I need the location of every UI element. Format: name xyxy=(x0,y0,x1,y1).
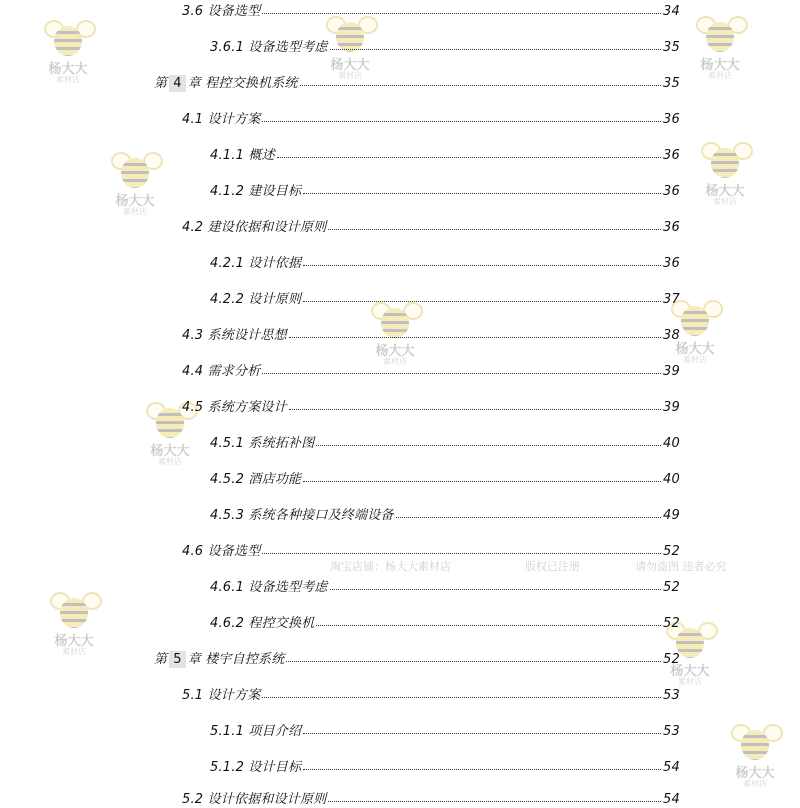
dot-leader xyxy=(330,49,661,50)
toc-entry-label: 4.6.2 程控交换机 xyxy=(210,616,315,631)
watermark-logo: 杨大大 素材店 xyxy=(140,400,200,470)
toc-page-number: 36 xyxy=(663,184,680,199)
chapter-number: 5 xyxy=(169,651,185,668)
watermark-banner-warning: 请勿盗图 违者必究 xyxy=(635,560,727,573)
toc-page-number: 54 xyxy=(663,792,680,807)
toc-entry-4-6-2[interactable] xyxy=(210,612,680,632)
toc-entry-5-1[interactable] xyxy=(182,684,680,704)
dot-leader xyxy=(289,337,661,338)
dot-leader xyxy=(316,625,661,626)
toc-entry-5-1-2[interactable] xyxy=(210,756,680,776)
toc-entry-label: 4.6.1 设备选型考虑 xyxy=(210,580,328,595)
toc-entry-4-3[interactable] xyxy=(182,324,680,344)
watermark-logo: 杨大大 素材店 xyxy=(38,18,98,88)
toc-entry-label: 5.1.2 设计目标 xyxy=(210,760,302,775)
chapter-title: 章 程控交换机系统 xyxy=(187,76,298,91)
dot-leader xyxy=(262,13,661,14)
toc-entry-4-5-1[interactable] xyxy=(210,432,680,452)
toc-entry-chapter-4[interactable] xyxy=(154,72,680,92)
dot-leader xyxy=(316,445,661,446)
toc-entry-label: 5.1.1 项目介绍 xyxy=(210,724,302,739)
watermark-logo: 杨大大 素材店 xyxy=(690,14,750,84)
chapter-prefix: 第 xyxy=(154,76,168,91)
toc-page-number: 53 xyxy=(663,724,680,739)
dot-leader xyxy=(289,409,661,410)
watermark-logo: 杨大大 素材店 xyxy=(365,300,425,370)
toc-entry-label: 4.1.1 概述 xyxy=(210,148,275,163)
toc-entry-label: 4.1.2 建设目标 xyxy=(210,184,302,199)
bee-icon xyxy=(711,148,739,178)
toc-entry-4-6-1[interactable] xyxy=(210,576,680,596)
toc-page-number: 52 xyxy=(663,652,680,667)
toc-page-number: 36 xyxy=(663,220,680,235)
toc-page-number: 35 xyxy=(663,76,680,91)
bee-icon xyxy=(54,26,82,56)
toc-entry-4-5[interactable] xyxy=(182,396,680,416)
toc-page-number: 36 xyxy=(663,148,680,163)
toc-entry-label: 4.4 需求分析 xyxy=(182,364,261,379)
watermark-logo: 杨大大 素材店 xyxy=(44,590,104,660)
toc-page-number: 52 xyxy=(663,616,680,631)
watermark-banner-copyright: 版权已注册 xyxy=(525,560,580,573)
toc-entry-label: 4.2.2 设计原则 xyxy=(210,292,302,307)
toc-entry-5-2[interactable] xyxy=(182,788,680,808)
toc-entry-label: 3.6.1 设备选型考虑 xyxy=(210,40,328,55)
toc-page-number: 52 xyxy=(663,580,680,595)
watermark-logo: 杨大大 素材店 xyxy=(105,150,165,220)
toc-page-number: 40 xyxy=(663,472,680,487)
dot-leader xyxy=(262,373,661,374)
dot-leader xyxy=(303,193,661,194)
toc-entry-label: 4.6 设备选型 xyxy=(182,544,261,559)
toc-page-number: 49 xyxy=(663,508,680,523)
bee-icon xyxy=(681,306,709,336)
chapter-title: 章 楼宇自控系统 xyxy=(187,652,285,667)
toc-page-number: 40 xyxy=(663,436,680,451)
toc-entry-4-2-1[interactable] xyxy=(210,252,680,272)
watermark-logo: 杨大大 素材店 xyxy=(725,722,785,792)
toc-entry-label: 5.2 设计依据和设计原则 xyxy=(182,792,327,807)
toc-page-number: 39 xyxy=(663,400,680,415)
watermark-logo: 杨大大 素材店 xyxy=(660,620,720,690)
toc-entry-4-5-3[interactable] xyxy=(210,504,680,524)
toc-entry-3-6-1[interactable] xyxy=(210,36,680,56)
toc-entry-label: 4.5.1 系统拓补图 xyxy=(210,436,315,451)
toc-entry-chapter-5[interactable] xyxy=(154,648,680,668)
bee-icon xyxy=(121,158,149,188)
dot-leader xyxy=(300,85,661,86)
toc-entry-4-5-2[interactable] xyxy=(210,468,680,488)
bee-icon xyxy=(156,408,184,438)
toc-page-number: 35 xyxy=(663,40,680,55)
toc-page-number: 53 xyxy=(663,688,680,703)
dot-leader xyxy=(262,697,661,698)
dot-leader xyxy=(328,801,661,802)
toc-entry-label: 4.3 系统设计思想 xyxy=(182,328,287,343)
toc-entry-label: 4.5.3 系统各种接口及终端设备 xyxy=(210,508,394,523)
toc-entry-4-6[interactable] xyxy=(182,540,680,560)
toc-entry-label: 3.6 设备选型 xyxy=(182,4,261,19)
toc-entry-4-1-1[interactable] xyxy=(210,144,680,164)
dot-leader xyxy=(303,265,661,266)
dot-leader xyxy=(328,229,661,230)
toc-entry-label: 4.2.1 设计依据 xyxy=(210,256,302,271)
bee-icon xyxy=(676,628,704,658)
bee-icon xyxy=(60,598,88,628)
toc-entry-label: 4.5 系统方案设计 xyxy=(182,400,287,415)
bee-icon xyxy=(741,730,769,760)
dot-leader xyxy=(286,661,661,662)
dot-leader xyxy=(262,121,661,122)
dot-leader xyxy=(303,733,661,734)
watermark-banner-store: 淘宝店铺：杨大大素材店 xyxy=(330,560,451,573)
dot-leader xyxy=(303,769,661,770)
toc-entry-label xyxy=(154,72,298,91)
watermark-logo: 杨大大 素材店 xyxy=(695,140,755,210)
toc-entry-4-2[interactable] xyxy=(182,216,680,236)
toc-entry-4-4[interactable] xyxy=(182,360,680,380)
toc-page-number: 38 xyxy=(663,328,680,343)
dot-leader xyxy=(277,157,661,158)
toc-page-number: 36 xyxy=(663,112,680,127)
bee-icon xyxy=(706,22,734,52)
toc-page-number: 36 xyxy=(663,256,680,271)
watermark-logo: 杨大大 素材店 xyxy=(665,298,725,368)
dot-leader xyxy=(396,517,661,518)
toc-entry-4-1[interactable] xyxy=(182,108,680,128)
toc-entry-label xyxy=(154,648,284,667)
toc-page-number: 39 xyxy=(663,364,680,379)
toc-page-number: 54 xyxy=(663,760,680,775)
toc-entry-4-1-2[interactable] xyxy=(210,180,680,200)
dot-leader xyxy=(303,481,661,482)
toc-entry-label: 4.5.2 酒店功能 xyxy=(210,472,302,487)
toc-page-number: 37 xyxy=(663,292,680,307)
toc-entry-4-2-2[interactable] xyxy=(210,288,680,308)
watermark-logo: 杨大大 素材店 xyxy=(320,14,380,84)
dot-leader xyxy=(262,553,661,554)
toc-page-number: 52 xyxy=(663,544,680,559)
toc-page-number: 34 xyxy=(663,4,680,19)
toc-entry-label: 4.2 建设依据和设计原则 xyxy=(182,220,327,235)
toc-entry-3-6[interactable] xyxy=(182,0,680,20)
dot-leader xyxy=(303,301,661,302)
toc-entry-5-1-1[interactable] xyxy=(210,720,680,740)
chapter-number: 4 xyxy=(169,75,185,92)
chapter-prefix: 第 xyxy=(154,652,168,667)
toc-entry-label: 5.1 设计方案 xyxy=(182,688,261,703)
dot-leader xyxy=(330,589,661,590)
toc-entry-label: 4.1 设计方案 xyxy=(182,112,261,127)
